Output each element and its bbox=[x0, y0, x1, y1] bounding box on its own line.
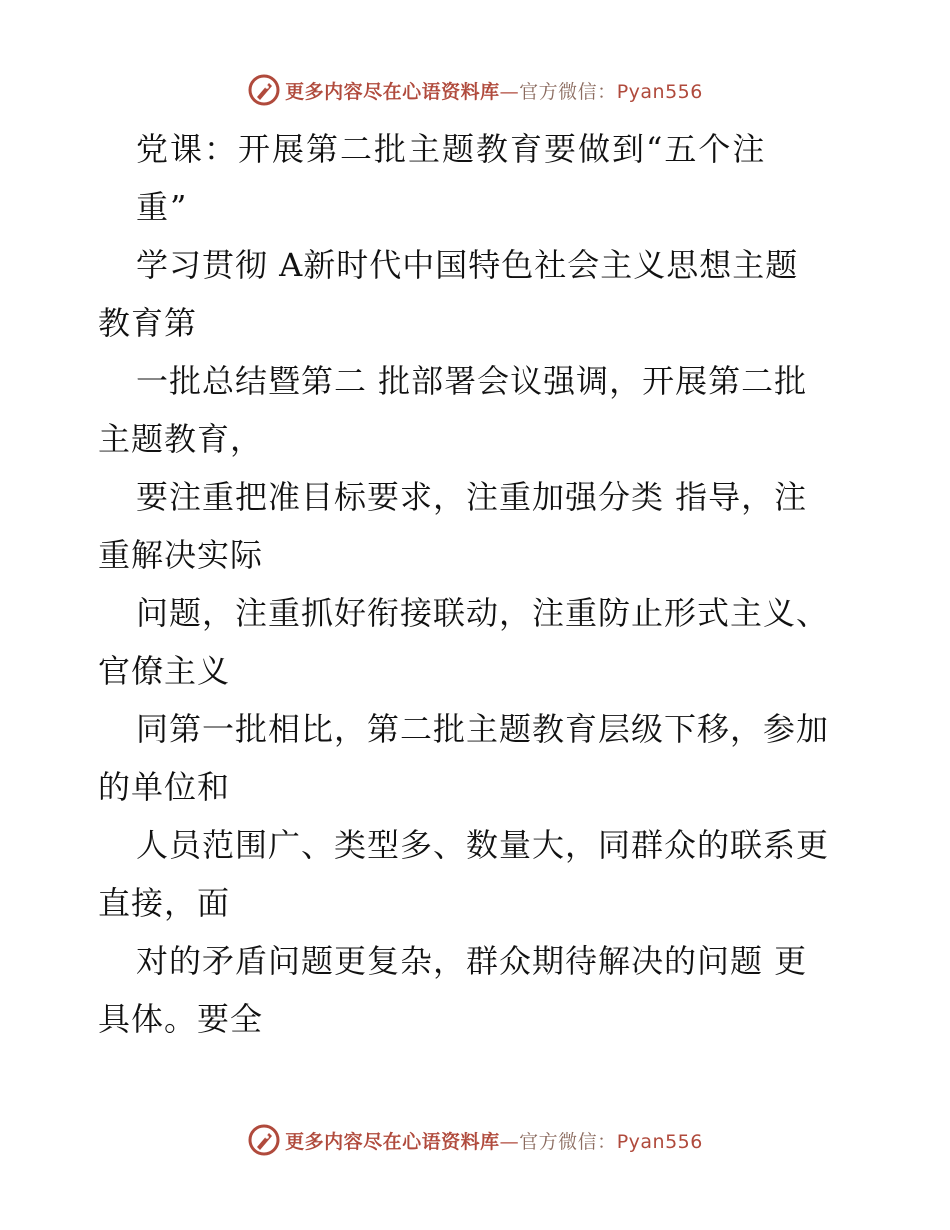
paragraph-line: 教育第 bbox=[98, 304, 198, 342]
paragraph-line: 人员范围广、类型多、数量大，同群众的联系更 bbox=[136, 826, 830, 864]
pen-nib-circle-icon bbox=[247, 73, 281, 107]
paragraph-line: 问题，注重抓好衔接联动，注重防止形式主义、 bbox=[136, 594, 830, 632]
banner-dash: — bbox=[499, 80, 520, 103]
banner-main-text: 更多内容尽在心语资料库 bbox=[285, 80, 500, 103]
banner-main-text: 更多内容尽在心语资料库 bbox=[285, 1130, 500, 1153]
banner-wechat-label: 官方微信： bbox=[519, 80, 617, 103]
paragraph-line: 的单位和 bbox=[98, 768, 231, 806]
title-line-1: 党课：开展第二批主题教育要做到“五个注 bbox=[136, 130, 767, 168]
document-body bbox=[98, 120, 878, 1048]
title-line-2: 重” bbox=[136, 188, 189, 226]
paragraph-line: 一批总结暨第二 批部署会议强调，开展第二批 bbox=[136, 362, 808, 400]
paragraph-line: 主题教育， bbox=[98, 420, 264, 458]
paragraph-line: 重解决实际 bbox=[98, 536, 264, 574]
paragraph-line: 直接，面 bbox=[98, 884, 231, 922]
banner-wechat-id: Pyan556 bbox=[616, 1130, 703, 1153]
header-banner bbox=[0, 70, 950, 110]
banner-wechat-label: 官方微信： bbox=[519, 1130, 617, 1153]
banner-text bbox=[285, 1127, 703, 1154]
pen-nib-circle-icon bbox=[247, 1123, 281, 1157]
footer-banner bbox=[0, 1120, 950, 1160]
paragraph-line: 对的矛盾问题更复杂，群众期待解决的问题 更 bbox=[136, 942, 808, 980]
paragraph-line: 具体。要全 bbox=[98, 1000, 264, 1038]
paragraph-line: 学习贯彻 A新时代中国特色社会主义思想主题 bbox=[136, 246, 799, 284]
paragraph-line: 同第一批相比，第二批主题教育层级下移，参加 bbox=[136, 710, 830, 748]
paragraph-line: 要注重把准目标要求，注重加强分类 指导，注 bbox=[136, 478, 808, 516]
banner-text bbox=[285, 77, 703, 104]
banner-dash: — bbox=[499, 1130, 520, 1153]
paragraph-line: 官僚主义 bbox=[98, 652, 231, 690]
banner-wechat-id: Pyan556 bbox=[616, 80, 703, 103]
